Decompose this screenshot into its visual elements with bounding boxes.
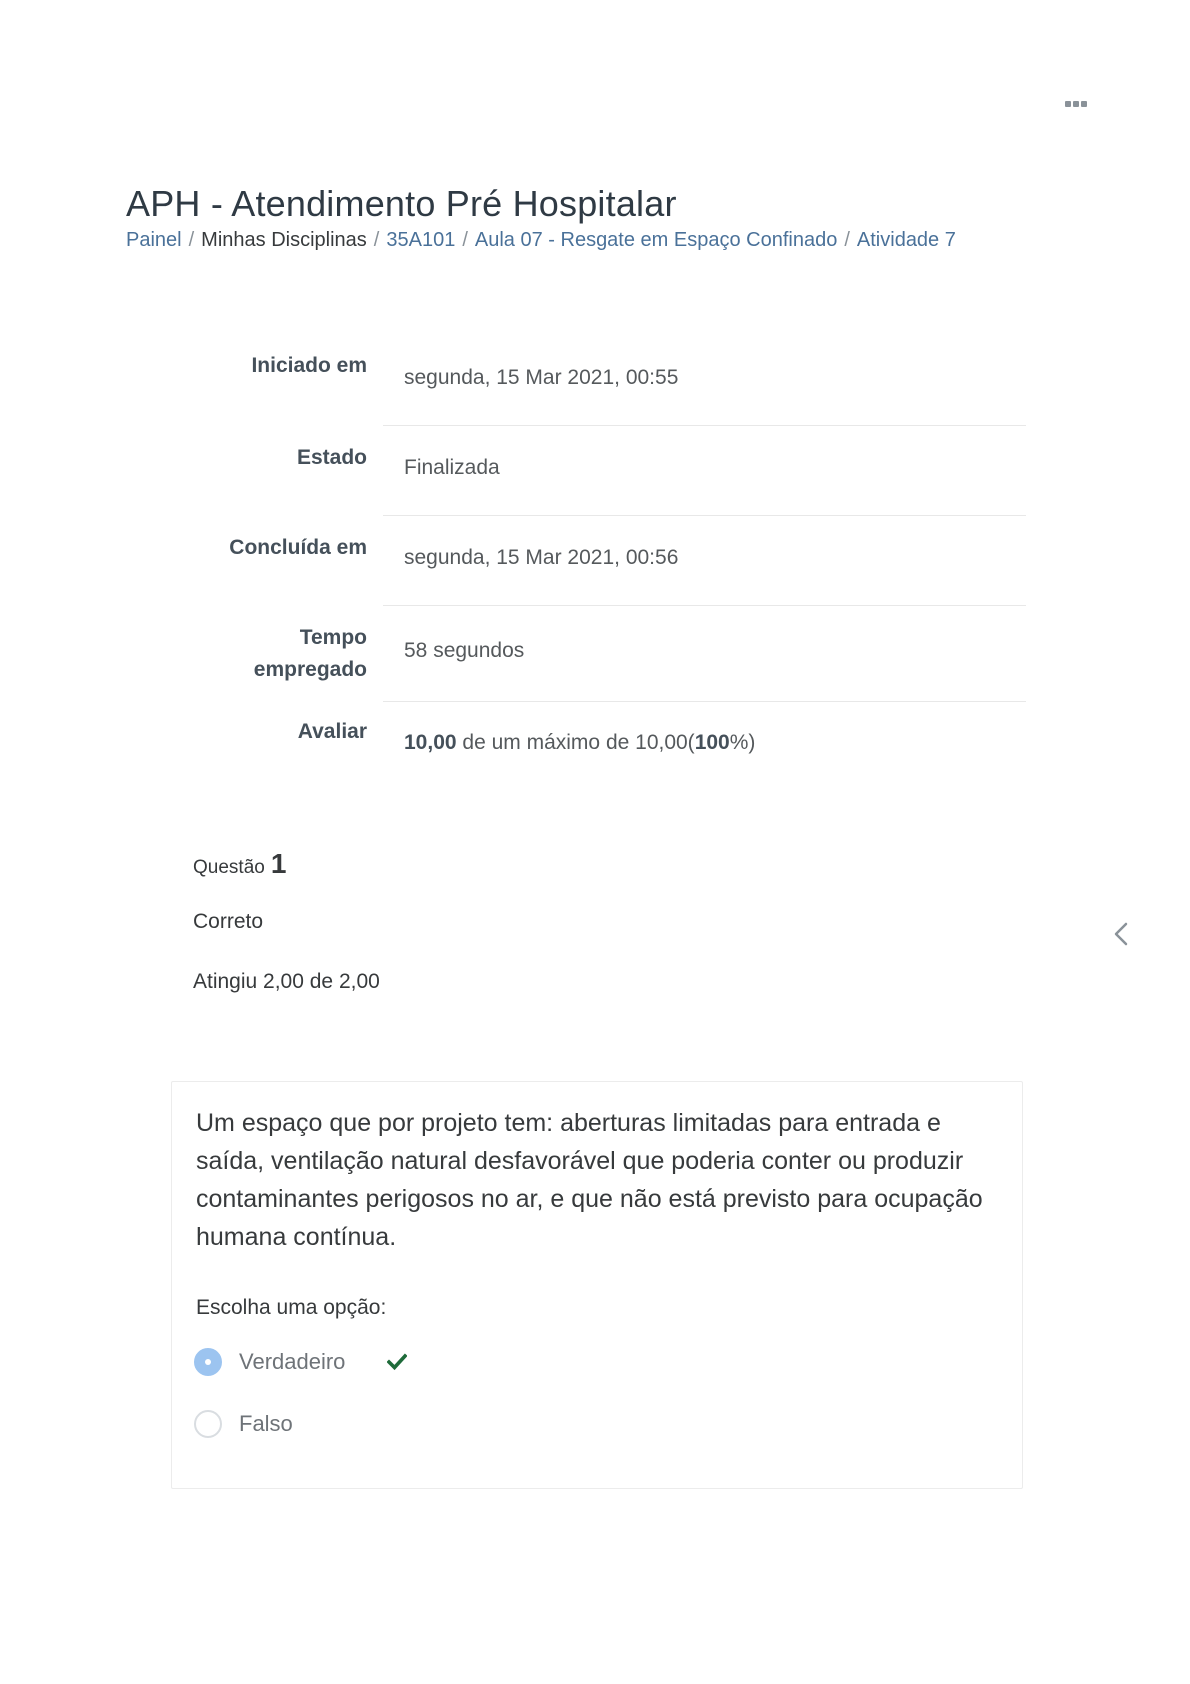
summary-value: Finalizada: [383, 426, 1026, 516]
breadcrumb-section[interactable]: Aula 07 - Resgate em Espaço Confinado: [474, 229, 838, 251]
question-text: Um espaço que por projeto tem: aberturas limitadas para entrada e saída, ventilação natural desfavorável que poderia conter ou produzir contaminantes perigosos no ar, e que não está previsto para ocupação humana contínua.: [196, 1109, 983, 1251]
breadcrumb-course[interactable]: 35A101: [386, 229, 456, 251]
summary-label: Concluída em: [229, 536, 367, 559]
breadcrumb-separator: /: [844, 229, 850, 251]
summary-value: 58 segundos: [383, 606, 1026, 702]
summary-label: Iniciado em: [251, 354, 367, 377]
summary-label: Estado: [296, 446, 367, 469]
ellipsis-icon: [1073, 101, 1079, 107]
summary-value: segunda, 15 Mar 2021, 00:55: [383, 336, 1026, 426]
breadcrumb-minhas-disciplinas: Minhas Disciplinas: [201, 229, 367, 251]
summary-row-time: [180, 606, 1026, 702]
summary-row-grade: [180, 702, 1026, 772]
radio-button[interactable]: [194, 1410, 222, 1438]
breadcrumb-separator: /: [462, 229, 468, 251]
summary-label: Avaliar: [297, 720, 367, 743]
question-state: Correto: [193, 910, 264, 933]
question-number: [193, 848, 380, 880]
question-number-value: 1: [270, 848, 287, 879]
ellipsis-icon: [1081, 101, 1087, 107]
answer-option-falso[interactable]: [194, 1410, 293, 1438]
summary-value: segunda, 15 Mar 2021, 00:56: [383, 516, 1026, 606]
answer-option-verdadeiro[interactable]: [194, 1348, 407, 1376]
question-content-box: [171, 1081, 1023, 1489]
summary-row-state: [180, 426, 1026, 516]
summary-row-started: [180, 336, 1026, 426]
question-info: [193, 848, 380, 994]
check-icon: [387, 1353, 407, 1371]
more-actions-button[interactable]: [1063, 96, 1089, 112]
chevron-left-icon[interactable]: [1109, 919, 1133, 949]
summary-value: [383, 702, 1026, 772]
radio-button-selected[interactable]: [194, 1348, 222, 1376]
grade-score: 10,00: [404, 731, 457, 754]
grade-suffix: %): [729, 731, 756, 754]
grade-text: de um máximo de 10,00(: [456, 731, 695, 754]
answer-prompt: Escolha uma opção:: [196, 1296, 387, 1319]
breadcrumb: [126, 229, 956, 252]
answer-label: Verdadeiro: [239, 1349, 346, 1374]
breadcrumb-activity[interactable]: Atividade 7: [856, 229, 956, 251]
question-label: Questão: [193, 857, 265, 878]
breadcrumb-separator: /: [373, 229, 380, 251]
summary-row-completed: [180, 516, 1026, 606]
ellipsis-icon: [1065, 101, 1071, 107]
summary-label: [180, 606, 367, 686]
question-grade: Atingiu 2,00 de 2,00: [193, 970, 380, 993]
summary-label-line: Tempo: [299, 626, 367, 649]
breadcrumb-painel[interactable]: Painel: [126, 229, 182, 251]
page-title: APH - Atendimento Pré Hospitalar: [126, 183, 677, 224]
grade-percent: 100: [694, 731, 730, 754]
attempt-summary-table: [180, 336, 1026, 772]
summary-label-line: empregado: [253, 658, 367, 681]
breadcrumb-separator: /: [188, 229, 195, 251]
answer-label: Falso: [239, 1411, 293, 1436]
